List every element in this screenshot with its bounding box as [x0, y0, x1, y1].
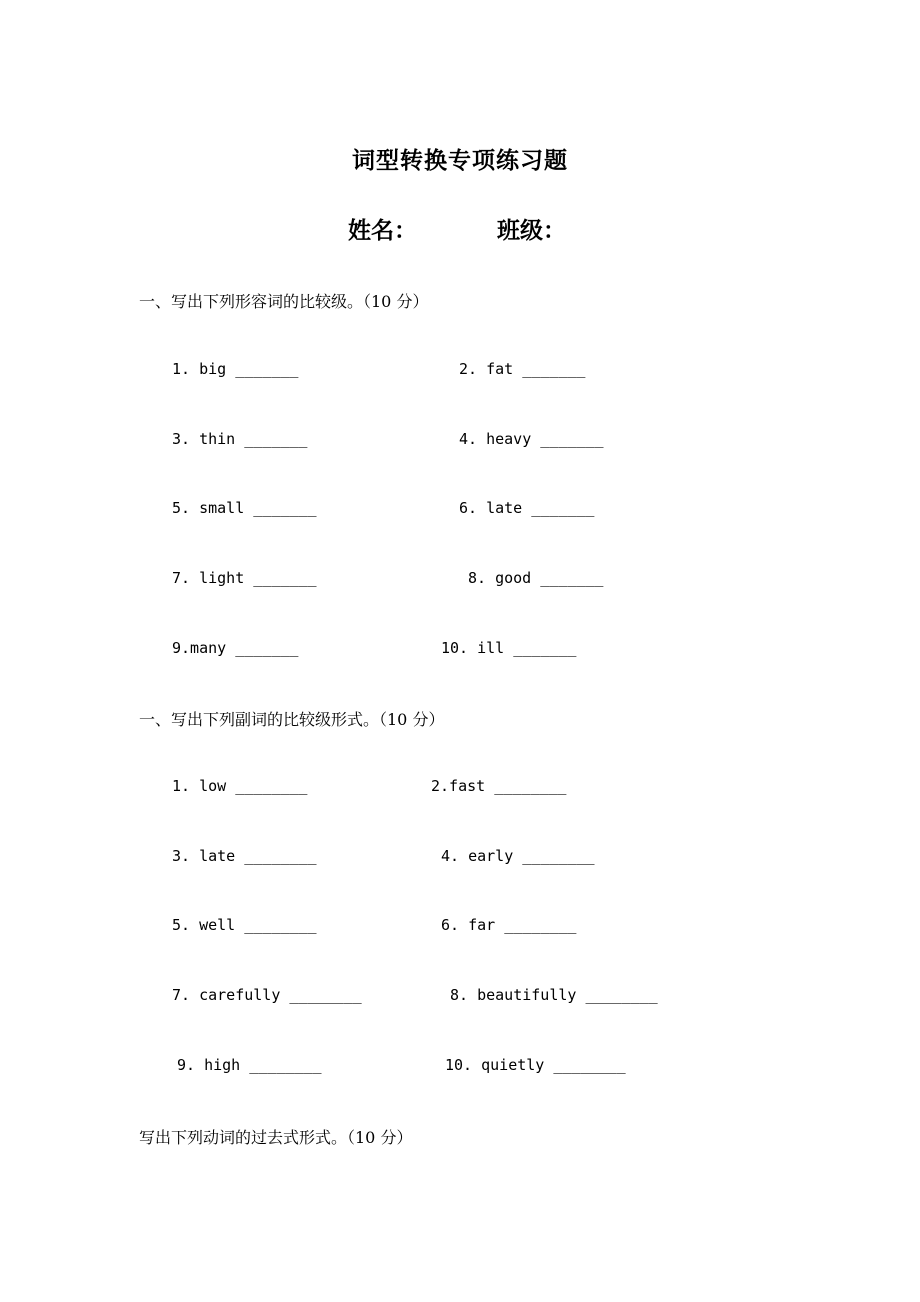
section1-item: 9.many _______: [172, 639, 299, 657]
section1-item: 1. big _______: [172, 360, 299, 378]
section1-item: 6. late _______: [459, 499, 595, 517]
section2-item: 4. early ________: [441, 847, 595, 865]
section1-item: 7. light _______: [172, 569, 317, 587]
section2-heading: 一、写出下列副词的比较级形式。（10 分）: [139, 710, 445, 729]
section2-item: 6. far ________: [441, 916, 577, 934]
section2-item: 3. late ________: [172, 847, 317, 865]
section3-heading: 写出下列动词的过去式形式。（10 分）: [139, 1128, 413, 1147]
section1-heading: 一、写出下列形容词的比较级。（10 分）: [139, 292, 429, 311]
student-info-row: [0, 212, 920, 248]
page-title: 词型转换专项练习题: [352, 148, 568, 174]
section2-item: 2.fast ________: [431, 777, 567, 795]
section1-item: 2. fat _______: [459, 360, 586, 378]
section2-item: 8. beautifully ________: [450, 986, 658, 1004]
section2-item: 1. low ________: [172, 777, 308, 795]
section1-item: 5. small _______: [172, 499, 317, 517]
section1-item: 8. good _______: [468, 569, 604, 587]
section2-item: 9. high ________: [177, 1056, 322, 1074]
class-label: 班级：: [497, 218, 566, 244]
name-label: 姓名：: [348, 218, 417, 244]
section2-item: 5. well ________: [172, 916, 317, 934]
section2-item: 10. quietly ________: [445, 1056, 626, 1074]
section1-item: 3. thin _______: [172, 430, 308, 448]
section1-item: 4. heavy _______: [459, 430, 604, 448]
section1-item: 10. ill _______: [441, 639, 577, 657]
section2-item: 7. carefully ________: [172, 986, 362, 1004]
